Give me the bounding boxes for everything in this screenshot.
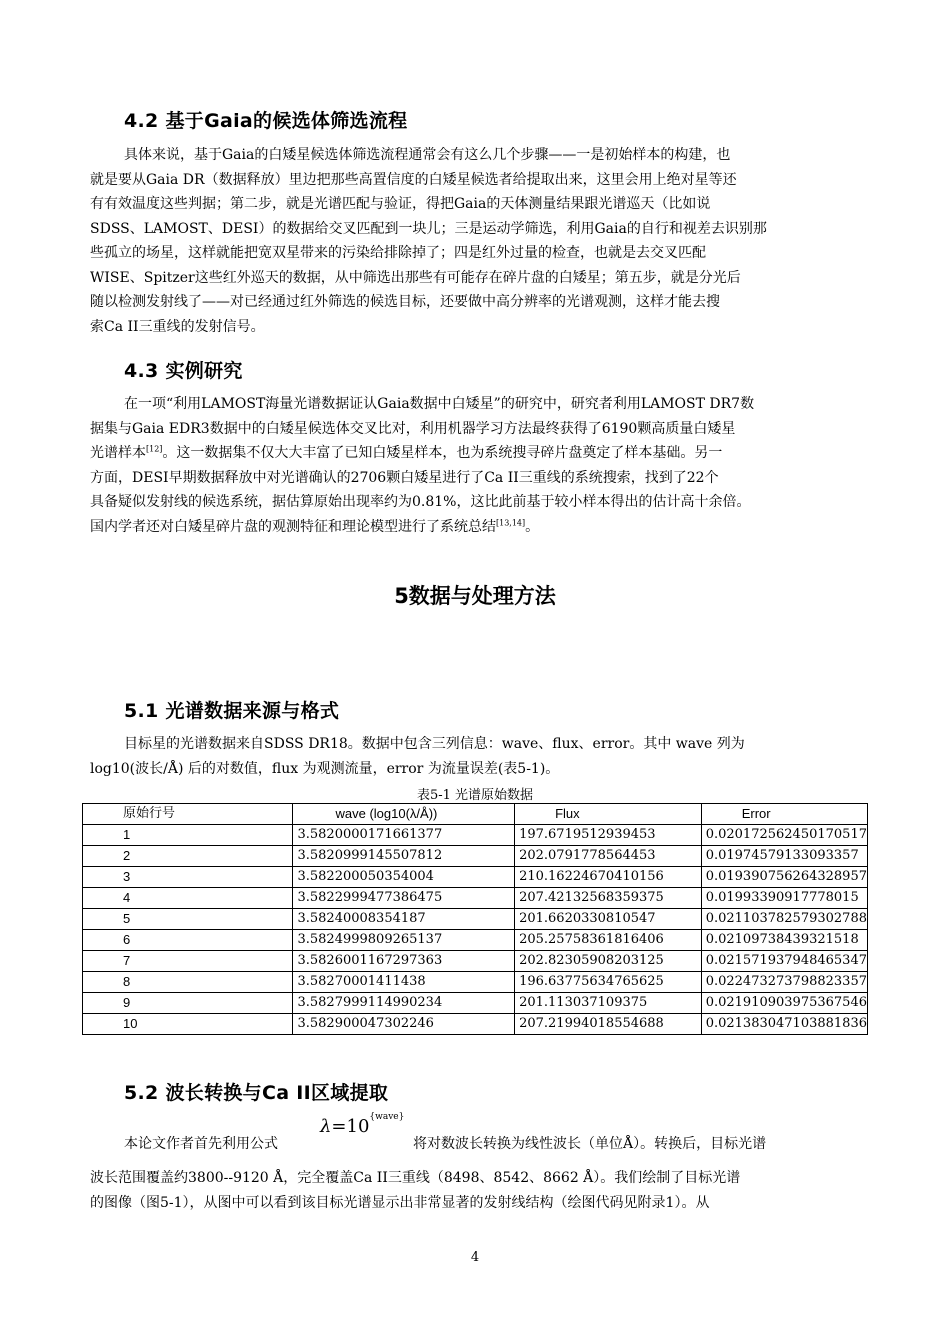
chapter-5-heading: 5数据与处理方法: [394, 584, 556, 608]
cell-error: 0.021383047103881836: [701, 1014, 867, 1035]
cell-error: 0.01974579133093357: [701, 846, 867, 867]
section-5-1-heading: 5.1 光谱数据来源与格式: [124, 700, 340, 722]
cell-row-number: 8: [83, 972, 293, 993]
cell-error: 0.022473273798823357: [701, 972, 867, 993]
table-row: [83, 1014, 868, 1035]
paragraph-line: 波长范围覆盖约3800--9120 Å，完全覆盖Ca II三重线（8498、8542、8662 Å）。我们绘制了目标光谱: [90, 1170, 741, 1186]
page-number: 4: [470, 1250, 480, 1265]
cell-error: 0.020172562450170517: [701, 825, 867, 846]
section-5-2-body: [90, 1166, 860, 1215]
cell-error: 0.021103782579302788: [701, 909, 867, 930]
citation-ref[interactable]: [12]: [146, 444, 163, 454]
paragraph-line: 的图像（图5-1），从图中可以看到该目标光谱显示出非常显著的发射线结构（绘图代码见附录1）。从: [90, 1194, 710, 1211]
cell-error: 0.019390756264328957: [701, 867, 867, 888]
paragraph-line: 将对数波长转换为线性波长（单位Å）。转换后，目标光谱: [413, 1136, 767, 1152]
cell-flux: 196.63775634765625: [515, 972, 702, 993]
paragraph-line: 在一项“利用LAMOST海量光谱数据证认Gaia数据中白矮星”的研究中，研究者利用LAMOST DR7数: [124, 396, 755, 412]
paragraph-line: WISE、Spitzer这些红外巡天的数据，从中筛选出那些有可能存在碎片盘的白矮星；第五步，就是分光后: [90, 269, 741, 286]
table-row: [83, 930, 868, 951]
cell-flux: 207.21994018554688: [515, 1014, 702, 1035]
paragraph-line: 方面，DESI早期数据释放中对光谱确认的2706颗白矮星进行了Ca II三重线的系统搜索，找到了22个: [90, 469, 719, 486]
column-header-error: Error: [701, 804, 867, 825]
formula-base: =10: [331, 1116, 370, 1137]
cell-error: 0.02109738439321518: [701, 930, 867, 951]
table-header-row: [83, 804, 868, 825]
cell-row-number: 9: [83, 993, 293, 1014]
section-5-1-body: [90, 732, 860, 781]
paragraph-line: 索Ca II三重线的发射信号。: [90, 318, 265, 335]
cell-row-number: 1: [83, 825, 293, 846]
cell-row-number: 2: [83, 846, 293, 867]
cell-flux: 207.42132568359375: [515, 888, 702, 909]
cell-flux: 202.82305908203125: [515, 951, 702, 972]
table-row: [83, 846, 868, 867]
cell-row-number: 4: [83, 888, 293, 909]
paragraph-line: log10(波长/Å) 后的对数值，flux 为观测流量，error 为流量误差(表5-1)。: [90, 760, 560, 777]
cell-error: 0.021910903975367546: [701, 993, 867, 1014]
cell-wave: 3.58270001411438: [293, 972, 515, 993]
cell-row-number: 10: [83, 1014, 293, 1035]
cell-wave: 3.5827999114990234: [293, 993, 515, 1014]
column-header-flux: Flux: [515, 804, 702, 825]
column-header-wave: wave (log10(λ/Å)): [293, 804, 515, 825]
cell-flux: 201.6620330810547: [515, 909, 702, 930]
paragraph-line: 具体来说，基于Gaia的白矮星候选体筛选流程通常会有这么几个步骤——一是初始样本的构建，也: [124, 147, 731, 163]
cell-error: 0.021571937948465347: [701, 951, 867, 972]
table-row: [83, 972, 868, 993]
paragraph-text: 。: [525, 518, 540, 535]
cell-row-number: 3: [83, 867, 293, 888]
formula-lhs: λ: [320, 1116, 332, 1137]
table-row: [83, 993, 868, 1014]
cell-flux: 201.113037109375: [515, 993, 702, 1014]
cell-wave: 3.582200050354004: [293, 867, 515, 888]
table-row: [83, 909, 868, 930]
table-row: [83, 867, 868, 888]
cell-wave: 3.582900047302246: [293, 1014, 515, 1035]
table-row: [83, 825, 868, 846]
paragraph-text: 国内学者还对白矮星碎片盘的观测特征和理论模型进行了系统总结: [90, 518, 496, 535]
cell-flux: 210.16224670410156: [515, 867, 702, 888]
cell-wave: 3.5826001167297363: [293, 951, 515, 972]
section-4-3-body: [90, 392, 860, 539]
paragraph-line: [90, 441, 860, 466]
spectrum-data-table: [82, 803, 868, 1035]
cell-flux: 197.6719512939453: [515, 825, 702, 846]
section-4-3-heading: 4.3 实例研究: [124, 360, 243, 382]
citation-ref[interactable]: [13,14]: [496, 517, 526, 527]
paragraph-line: 具备疑似发射线的候选系统，据估算原始出现率约为0.81%，这比此前基于较小样本得出的估计高十余倍。: [90, 494, 751, 510]
paragraph-line: 就是要从Gaia DR（数据释放）里边把那些高置信度的白矮星候选者给提取出来，这里会用上绝对星等还: [90, 171, 737, 188]
table-row: [83, 888, 868, 909]
cell-row-number: 6: [83, 930, 293, 951]
cell-flux: 205.25758361816406: [515, 930, 702, 951]
paragraph-line: 些孤立的场星，这样就能把宽双星带来的污染给排除掉了；四是红外过量的检查，也就是去交叉匹配: [90, 245, 706, 261]
paragraph-line: 据集与Gaia EDR3数据中的白矮星候选体交叉比对，利用机器学习方法最终获得了6190颗高质量白矮星: [90, 420, 736, 437]
cell-flux: 202.0791778564453: [515, 846, 702, 867]
paragraph-line: 目标星的光谱数据来自SDSS DR18。数据中包含三列信息：wave、flux、error。其中 wave 列为: [124, 736, 745, 752]
cell-error: 0.01993390917778015: [701, 888, 867, 909]
paragraph-line: 有有效温度这些判据；第二步，就是光谱匹配与验证，得把Gaia的天体测量结果跟光谱巡天（比如说: [90, 196, 711, 212]
paragraph-line: SDSS、LAMOST、DESI）的数据给交叉匹配到一块儿；三是运动学筛选，利用Gaia的自行和视差去识别那: [90, 220, 767, 237]
cell-wave: 3.5820000171661377: [293, 825, 515, 846]
column-header-row-number: 原始行号: [83, 804, 293, 825]
table-row: [83, 951, 868, 972]
cell-row-number: 7: [83, 951, 293, 972]
paragraph-text: 。这一数据集不仅大大丰富了已知白矮星样本，也为系统搜寻碎片盘奠定了样本基础。另一: [162, 445, 723, 461]
paragraph-line: 随以检测发射线了——对已经通过红外筛选的候选目标，还要做中高分辨率的光谱观测，这样才能去搜: [90, 294, 720, 310]
paragraph-line: 本论文作者首先利用公式: [124, 1136, 278, 1152]
cell-wave: 3.5822999477386475: [293, 888, 515, 909]
section-4-2-heading: 4.2 基于Gaia的候选体筛选流程: [124, 110, 408, 132]
cell-row-number: 5: [83, 909, 293, 930]
cell-wave: 3.5820999145507812: [293, 846, 515, 867]
section-4-2-body: [90, 143, 860, 339]
section-5-2-line1-right: [413, 1132, 863, 1157]
paragraph-text: 光谱样本: [90, 445, 146, 461]
cell-wave: 3.58240008354187: [293, 909, 515, 930]
paragraph-line: [90, 515, 860, 540]
formula-exponent: {wave}: [369, 1112, 405, 1122]
section-5-2-heading: 5.2 波长转换与Ca II区域提取: [124, 1082, 389, 1104]
table-caption: 表5-1 光谱原始数据: [416, 788, 534, 803]
cell-wave: 3.5824999809265137: [293, 930, 515, 951]
